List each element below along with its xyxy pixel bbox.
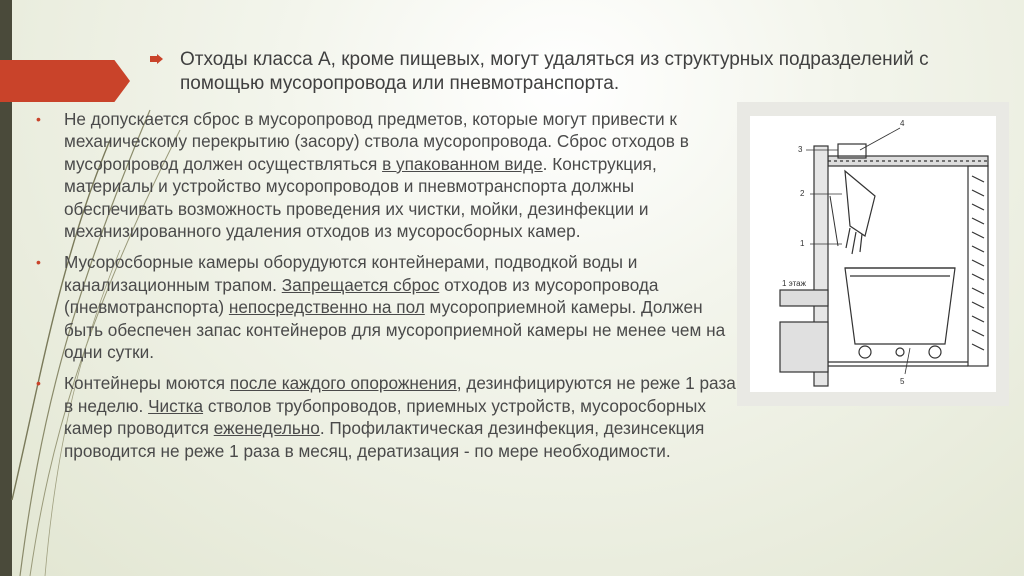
underlined-text: Чистка (148, 395, 204, 416)
bullet-dot: • (36, 111, 41, 127)
diagram-label-1: 1 (800, 239, 805, 248)
paragraph-3: • Контейнеры моются после каждого опорожнения, дезинфицируются не реже 1 раза в неделю. Чистка стволов трубопроводов, приемных устройств, мусоросборных камер проводится еженедельно. Профилактическая дезинфекция, дезинсекция проводится не реже 1 раза в месяц, дератизация - по мере необходимости. (36, 373, 736, 461)
diagram-label-2: 2 (800, 189, 805, 198)
underlined-text: в упакованном виде (382, 153, 543, 174)
bullet-dot: • (36, 254, 41, 271)
diagram-label-3: 3 (798, 145, 803, 154)
diagram-label-floor: 1 этаж (782, 279, 806, 288)
diagram-canvas (750, 116, 996, 392)
paragraph-2: • Мусоросборные камеры оборудуются контейнерами, подводкой воды и канализационным трапом. Запрещается сброс отходов из мусоропровода (пневмотранспорта) непосредственно на пол мусороприемной камеры. Должен быть обеспечен запас контейнеров для мусороприемной камеры не менее чем на одни сутки. (36, 252, 726, 363)
body-text (36, 108, 741, 471)
garbage-chute-diagram (737, 102, 1009, 406)
diagram-label-4: 4 (900, 119, 905, 128)
underlined-text: Запрещается сброс (281, 274, 440, 295)
underlined-text: после каждого опорожнения (229, 373, 457, 394)
underlined-text: непосредственно на пол (228, 297, 425, 318)
underlined-text: еженедельно (213, 418, 320, 439)
paragraph-1: • Не допускается сброс в мусоропровод предметов, которые могут привести к механическому перекрытию (засору) ствола мусоропровода. Сброс отходов в мусоропровод должен осуществляться в упакованном виде. Конструкция, материалы и устройство мусоропроводов и пневмотранспорта должны обеспечивать возможность проведения их чистки, мойки, дезинфекции и механизированного удаления отходов из мусоросборных камер. (36, 109, 689, 242)
arrow-bullet-icon (150, 54, 163, 64)
bullet-dot: • (36, 375, 41, 392)
diagram-label-5: 5 (900, 377, 905, 386)
chute-drawing (750, 116, 996, 392)
accent-arrow-shape (0, 60, 130, 102)
top-bullet-text: Отходы класса А, кроме пищевых, могут удаляться из структурных подразделений с помощью мусоропровода или пневмотранспорта. (180, 49, 929, 94)
